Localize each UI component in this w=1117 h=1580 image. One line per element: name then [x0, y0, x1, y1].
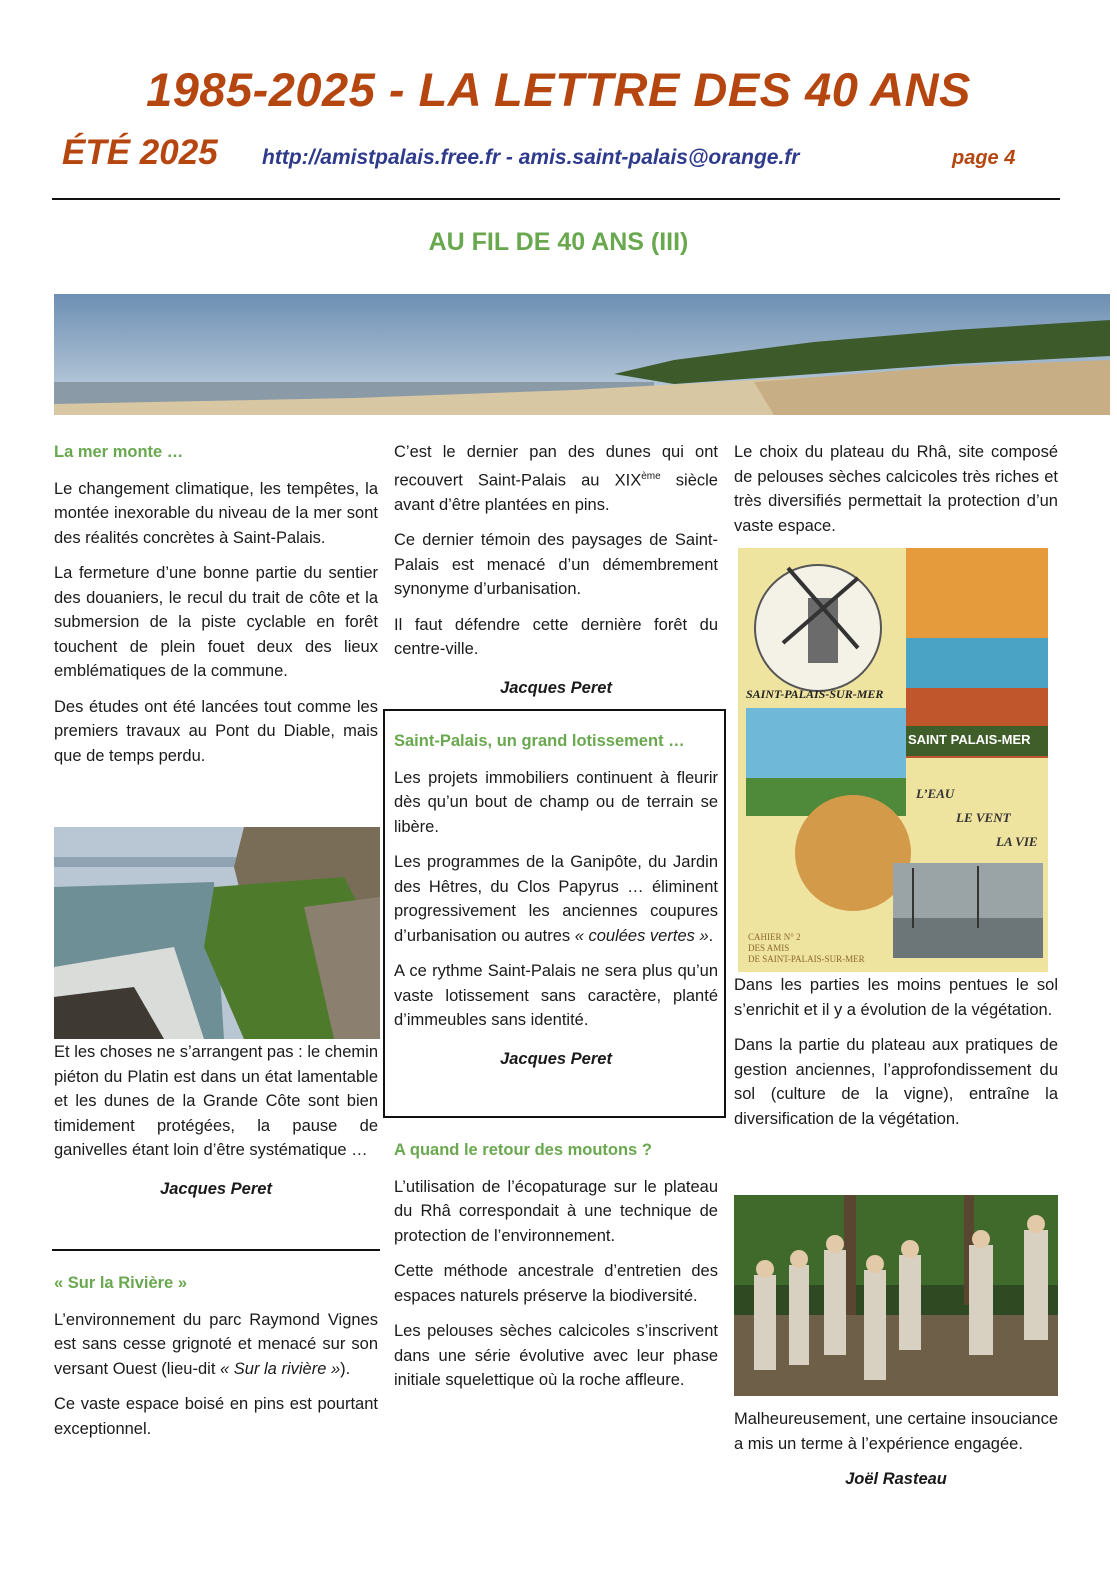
- paragraph: Les projets immobiliers continuent à fleurir dès qu’un bout de champ ou de terrain se libère.: [394, 768, 718, 836]
- paragraph: La fermeture d’une bonne partie du sentier des douaniers, le recul du trait de côte et la submersion de la piste cyclable en forêt touchent de plein fouet deux des lieux emblématiques de la commune.: [54, 564, 378, 680]
- paragraph: Les programmes de la Ganipôte, du Jardin des Hêtres, du Clos Papyrus … éliminent progressivement les anciennes coupures d’urbanisation ou autres « coulées vertes ».: [394, 853, 718, 945]
- paragraph: Ce vaste espace boisé en pins est pourtant exceptionnel.: [54, 1395, 378, 1438]
- paragraph: Les pelouses sèches calcicoles s’inscrivent dans une série évolutive avec leur phase initiale squelettique où la roche affleure.: [394, 1322, 718, 1389]
- column-2-bottom: [394, 1138, 718, 1404]
- heading-la-mer-monte: La mer monte …: [54, 443, 184, 461]
- paragraph: L’environnement du parc Raymond Vignes est sans cesse grignoté et menacé sur son versant Ouest (lieu-dit « Sur la rivière »).: [54, 1310, 378, 1378]
- poster-line-1: L’EAU: [916, 786, 955, 801]
- column-3-middle: [734, 973, 1058, 1142]
- column-2: [394, 440, 718, 700]
- page-number: page 4: [952, 147, 1016, 169]
- paragraph: C’est le dernier pan des dunes qui ont recouvert Saint-Palais au XIXème siècle avant d’être plantées en pins.: [394, 443, 718, 514]
- poster-line-3: LA VIE: [996, 834, 1038, 849]
- newsletter-title: 1985-2025 - LA LETTRE DES 40 ANS: [146, 63, 971, 116]
- paragraph: Des études ont été lancées tout comme les premiers travaux au Pont du Diable, mais que de temps perdu.: [54, 697, 378, 765]
- boxed-article: [394, 729, 718, 1071]
- column-3-bottom: [734, 1407, 1058, 1492]
- paragraph: Et les choses ne s’arrangent pas : le chemin piéton du Platin est dans un état lamentable et les dunes de la Grande Côte sont bien timidement protégées, la pause de ganivelles étant loin d’être systématique …: [54, 1043, 378, 1159]
- poster-cahier-2: DES AMIS: [748, 943, 790, 953]
- poster-line-2: LE VENT: [956, 810, 1011, 825]
- paragraph: A ce rythme Saint-Palais ne sera plus qu’un vaste lotissement sans caractère, planté d’immeubles sans identité.: [394, 962, 718, 1029]
- paragraph: Malheureusement, une certaine insouciance a mis un terme à l’expérience engagée.: [734, 1410, 1058, 1453]
- paragraph: Cette méthode ancestrale d’entretien des espaces naturels préserve la biodiversité.: [394, 1262, 718, 1305]
- paragraph: Il faut défendre cette dernière forêt du centre-ville.: [394, 615, 718, 658]
- beach-panorama-image: [54, 294, 1110, 415]
- paragraph: Dans les parties les moins pentues le sol s’enrichit et il y a évolution de la végétation.: [734, 976, 1058, 1019]
- paragraph: L’utilisation de l’écopaturage sur le plateau du Rhâ correspondait à une technique de protection de l’environnement.: [394, 1177, 718, 1245]
- contact-links[interactable]: http://amistpalais.free.fr - amis.saint-palais@orange.fr: [262, 146, 800, 169]
- paragraph: Le choix du plateau du Rhâ, site composé de pelouses sèches calcicoles très riches et très diversifiés permettait la protection d’un vaste espace.: [734, 443, 1058, 535]
- coast-path-photo: [54, 827, 380, 1039]
- column-1-bottom: [54, 1271, 378, 1452]
- column-divider: [52, 1249, 380, 1251]
- column-1-lower: [54, 1040, 378, 1201]
- cahier-cover-poster: [738, 548, 1048, 972]
- author-signature: Jacques Peret: [500, 1049, 612, 1068]
- heading-sur-la-riviere: « Sur la Rivière »: [54, 1274, 187, 1292]
- heading-retour-des-moutons: A quand le retour des moutons ?: [394, 1141, 652, 1159]
- season-label: ÉTÉ 2025: [62, 133, 218, 172]
- poster-cahier-1: CAHIER N° 2: [748, 932, 801, 942]
- author-signature: Jacques Peret: [160, 1179, 272, 1198]
- column-3: [734, 440, 1058, 549]
- header-divider: [52, 198, 1060, 200]
- heading-grand-lotissement: Saint-Palais, un grand lotissement …: [394, 732, 685, 750]
- author-signature: Joël Rasteau: [845, 1470, 947, 1488]
- group-visit-photo: [734, 1195, 1058, 1396]
- paragraph: Le changement climatique, les tempêtes, la montée inexorable du niveau de la mer sont des réalités concrètes à Saint-Palais.: [54, 479, 378, 547]
- poster-caption: SAINT-PALAIS-SUR-MER: [746, 687, 884, 701]
- paragraph: Dans la partie du plateau aux pratiques de gestion anciennes, l’approfondissement du sol (culture de la vigne), entraîne la diversification de la végétation.: [734, 1036, 1058, 1128]
- paragraph: Ce dernier témoin des paysages de Saint-Palais est menacé d’un démembrement synonyme d’urbanisation.: [394, 531, 718, 598]
- section-title: AU FIL DE 40 ANS (III): [428, 228, 689, 256]
- poster-sign: SAINT PALAIS-MER: [908, 732, 1031, 747]
- poster-cahier-3: DE SAINT-PALAIS-SUR-MER: [748, 954, 865, 964]
- author-signature: Jacques Peret: [500, 678, 612, 697]
- column-1: [54, 440, 378, 779]
